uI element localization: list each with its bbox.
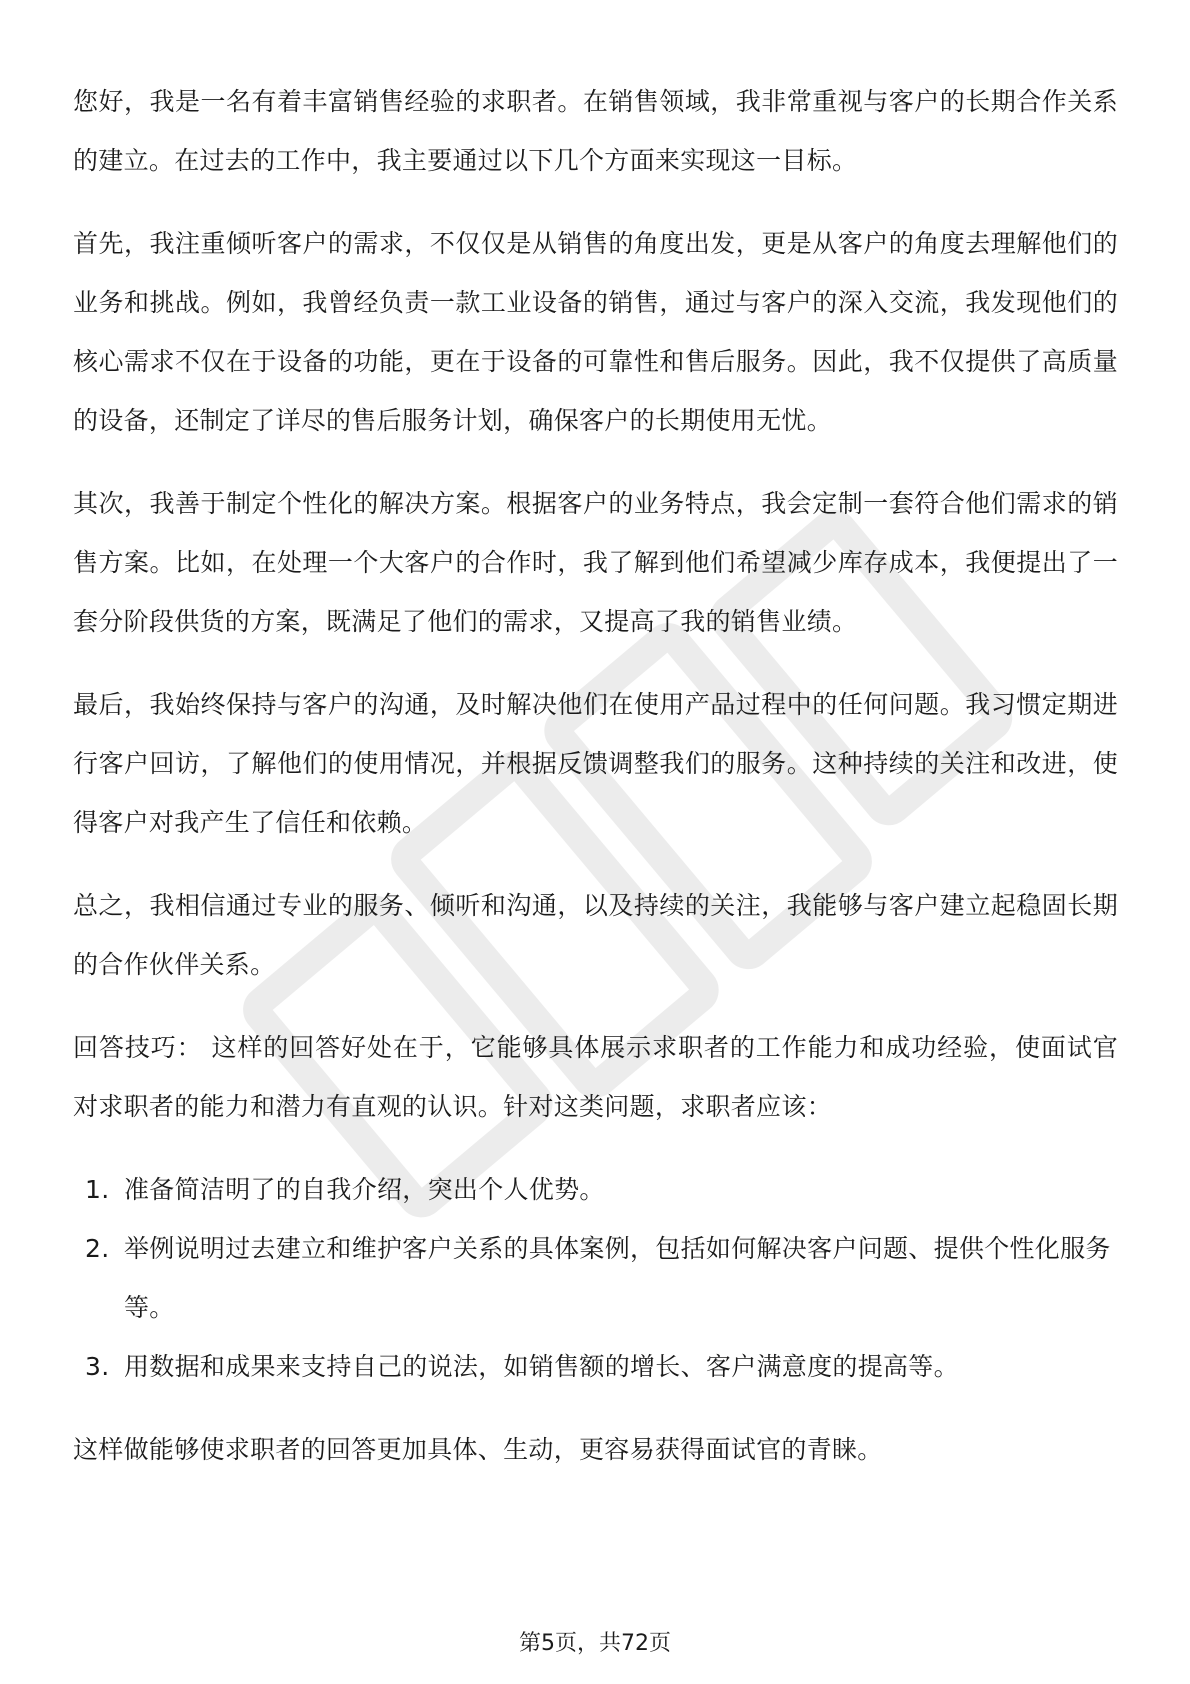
page-number: 第5页，共72页 xyxy=(519,1631,671,1656)
paragraph-answer-tips: 回答技巧： 这样的回答好处在于，它能够具体展示求职者的工作能力和成功经验，使面试官对求职者的能力和潜力有直观的认识。针对这类问题，求职者应该： xyxy=(73,1033,1118,1121)
list-item-number: 2. xyxy=(85,1234,110,1263)
list-item xyxy=(73,1219,1118,1337)
paragraph-summary: 总之，我相信通过专业的服务、倾听和沟通，以及持续的关注，我能够与客户建立起稳固长期的合作伙伴关系。 xyxy=(73,891,1118,979)
paragraph-intro: 您好，我是一名有着丰富销售经验的求职者。在销售领域，我非常重视与客户的长期合作关系的建立。在过去的工作中，我主要通过以下几个方面来实现这一目标。 xyxy=(73,87,1118,175)
paragraph-last: 最后，我始终保持与客户的沟通，及时解决他们在使用产品过程中的任何问题。我习惯定期进行客户回访，了解他们的使用情况，并根据反馈调整我们的服务。这种持续的关注和改进，使得客户对我产生了信任和依赖。 xyxy=(73,690,1118,837)
document-body xyxy=(73,72,1118,1503)
list-item-text: 举例说明过去建立和维护客户关系的具体案例，包括如何解决客户问题、提供个性化服务等。 xyxy=(124,1234,1111,1322)
list-item-text: 准备简洁明了的自我介绍，突出个人优势。 xyxy=(124,1175,605,1204)
list-item-number: 3. xyxy=(85,1352,110,1381)
paragraph-first: 首先，我注重倾听客户的需求，不仅仅是从销售的角度出发，更是从客户的角度去理解他们的业务和挑战。例如，我曾经负责一款工业设备的销售，通过与客户的深入交流，我发现他们的核心需求不仅在于设备的功能，更在于设备的可靠性和售后服务。因此，我不仅提供了高质量的设备，还制定了详尽的售后服务计划，确保客户的长期使用无忧。 xyxy=(73,229,1118,435)
paragraph-second: 其次，我善于制定个性化的解决方案。根据客户的业务特点，我会定制一套符合他们需求的销售方案。比如，在处理一个大客户的合作时，我了解到他们希望减少库存成本，我便提出了一套分阶段供货的方案，既满足了他们的需求，又提高了我的销售业绩。 xyxy=(73,489,1118,636)
list-item-text: 用数据和成果来支持自己的说法，如销售额的增长、客户满意度的提高等。 xyxy=(124,1352,959,1381)
list-item xyxy=(73,1160,1118,1219)
paragraph-closing: 这样做能够使求职者的回答更加具体、生动，更容易获得面试官的青睐。 xyxy=(73,1435,883,1464)
tips-list xyxy=(73,1160,1118,1396)
list-item xyxy=(73,1337,1118,1396)
list-item-number: 1. xyxy=(85,1175,110,1204)
